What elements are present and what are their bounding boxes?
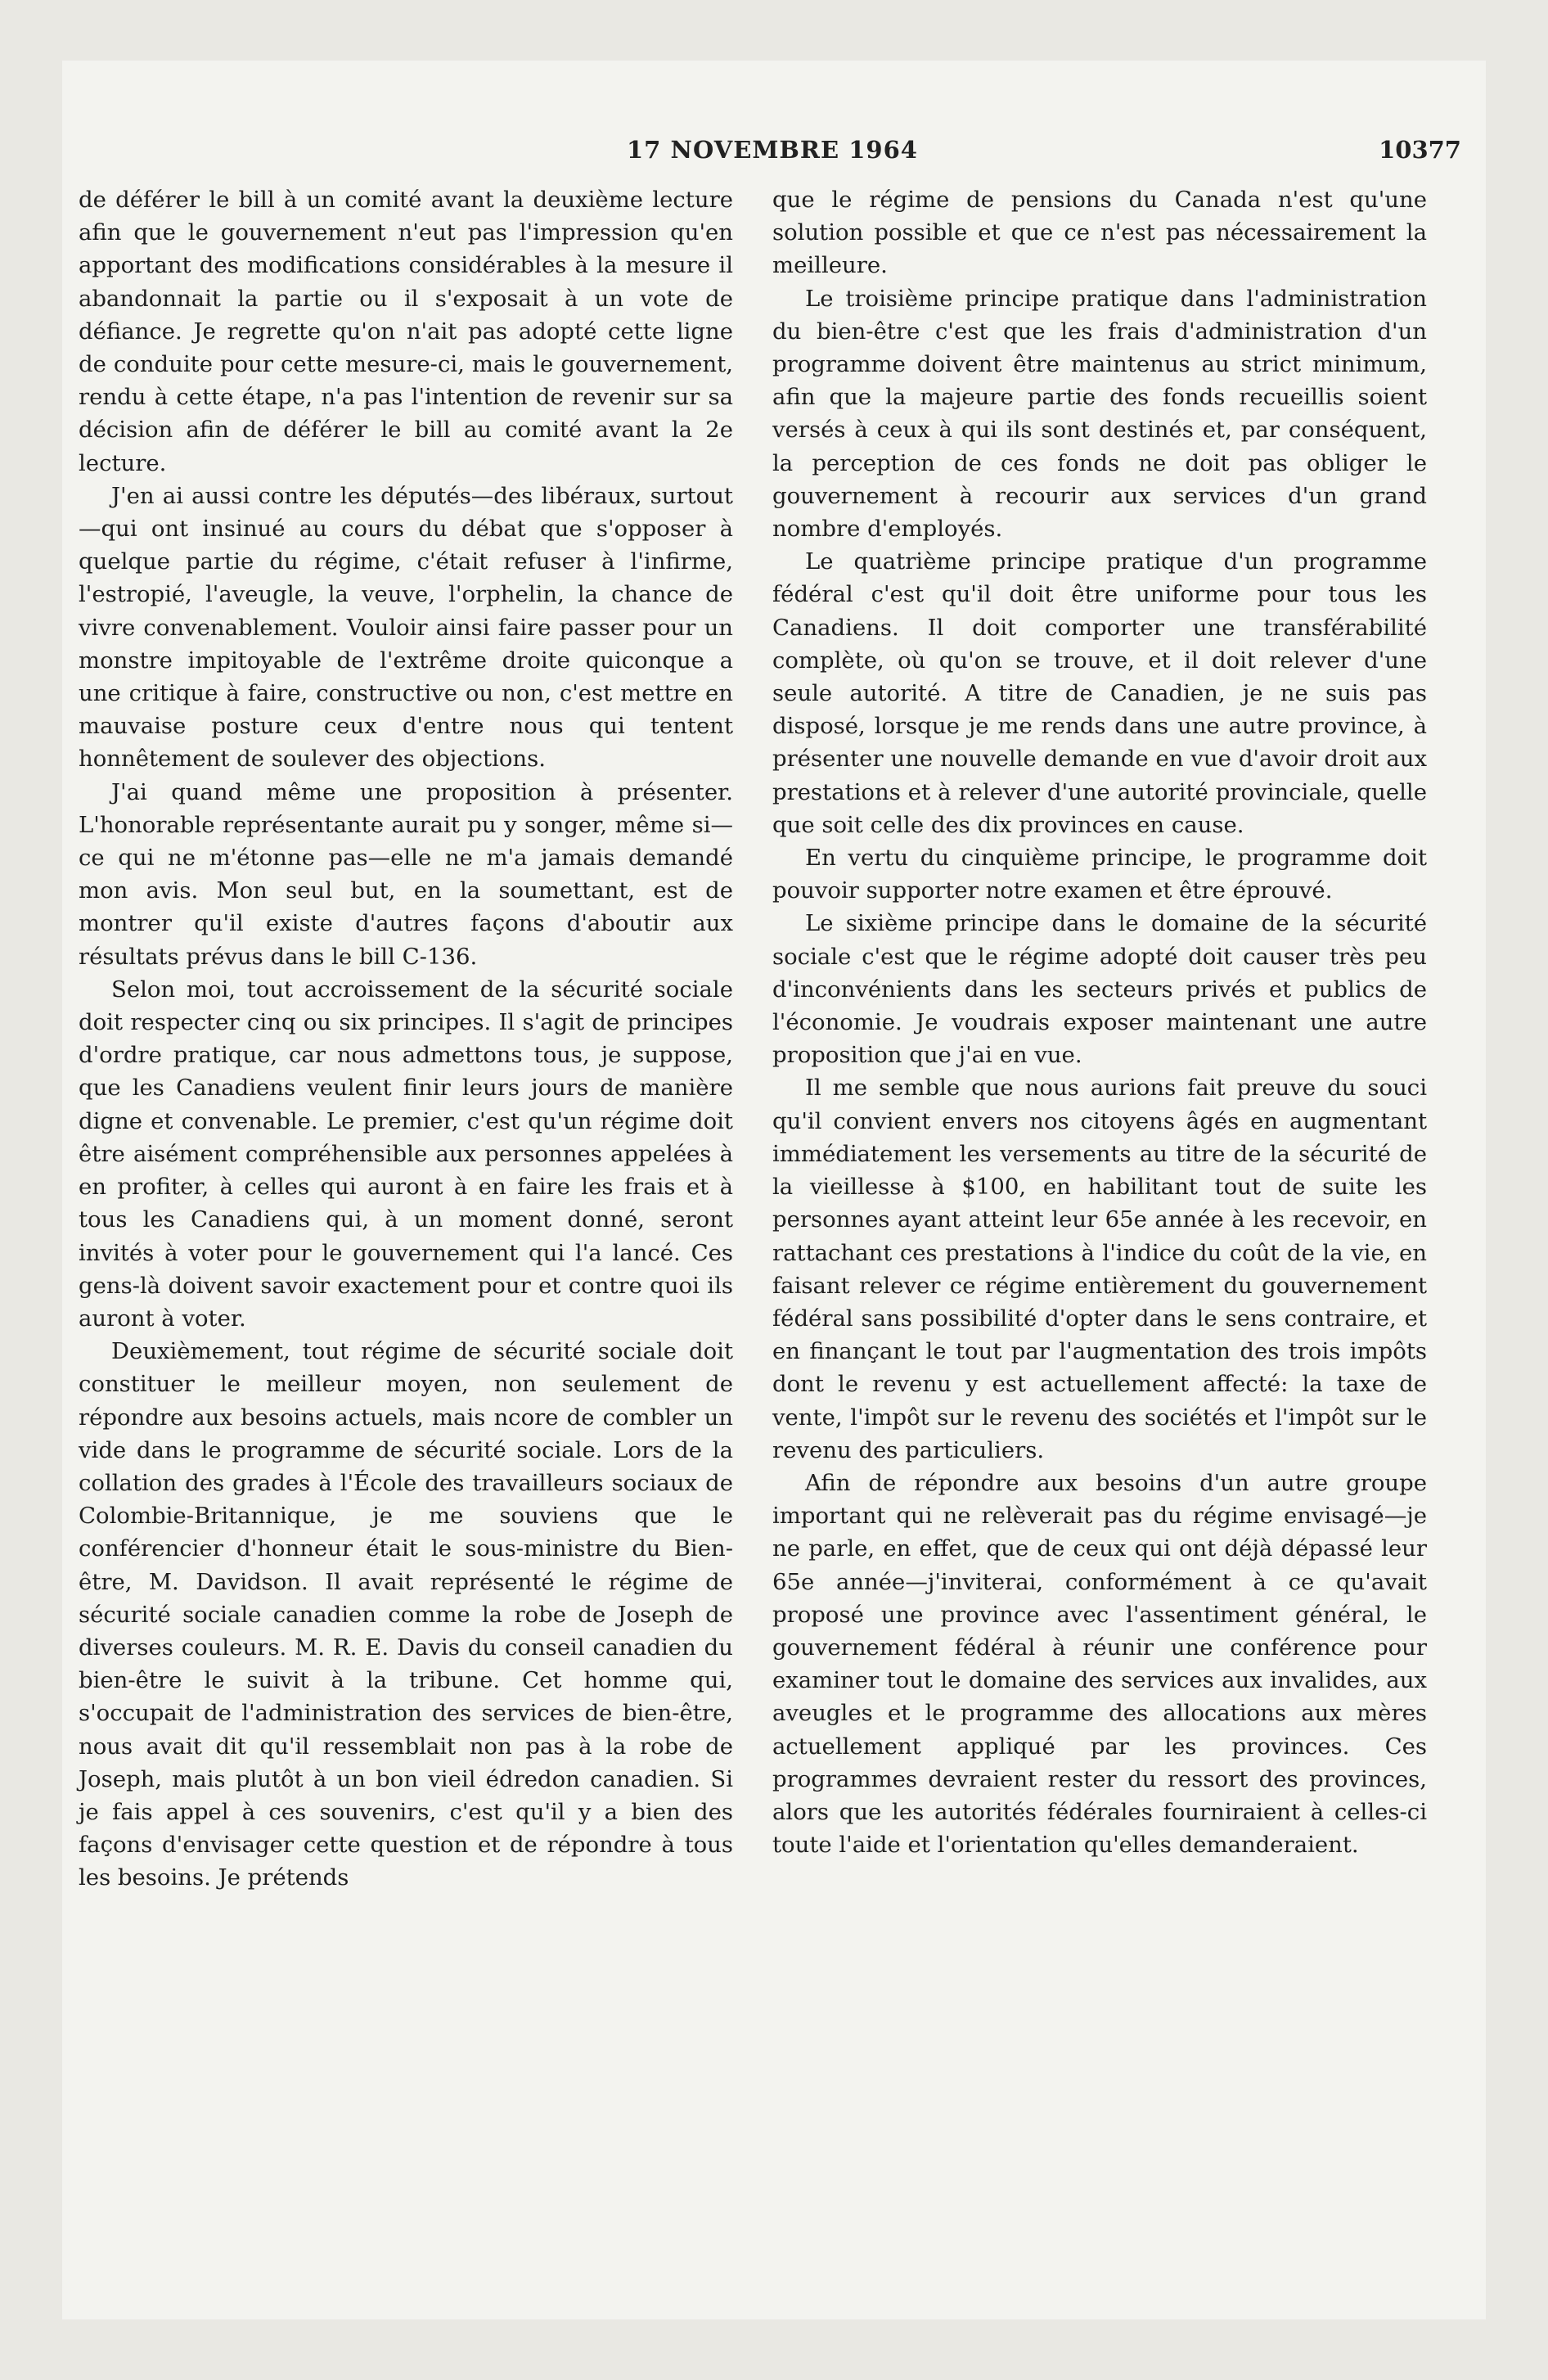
paragraph: que le régime de pensions du Canada n'est qu'une solution possible et que ce n'est pas nécessairement la meilleure. [772,187,1427,279]
paragraph: Il me semble que nous aurions fait preuve du souci qu'il convient envers nos citoyens âgés en augmentant immédiatement les versements au titre de la sécurité de la vieillesse à $100, en habilitant tout de suite les personnes ayant atteint leur 65e année à les recevoir, en rattachant ces prestations à l'indice du coût de la vie, en faisant relever ce régime entièrement du gouvernement fédéral sans possibilité d'opter dans le sens contraire, et en finançant le tout par l'augmentation des trois impôts dont le revenu y est actuellement affecté: la taxe de vente, l'impôt sur le revenu des sociétés et l'impôt sur le revenu des particuliers. [772,1075,1427,1463]
paragraph: Deuxièmement, tout régime de sécurité sociale doit constituer le meilleur moyen, non seulement de répondre aux besoins actuels, mais ncore de combler un vide dans le programme de sécurité sociale. Lors de la collation des grades à l'École des travailleurs sociaux de Colombie-Britannique, je me souviens que le conférencier d'honneur était le sous-ministre du Bien-être, M. Davidson. Il avait représenté le régime de sécurité sociale canadien comme la robe de Joseph de diverses couleurs. M. R. E. Davis du conseil canadien du bien-être le suivit à la tribune. Cet homme qui, s'occupait de l'administration des services de bien-être, nous avait dit qu'il ressemblait non pas à la robe de Joseph, mais plutôt à un bon vieil édredon canadien. Si je fais appel à ces souvenirs, c'est qu'il y a bien des façons d'envisager cette question et de répondre à tous les besoins. Je prétends [79,1338,733,1891]
paragraph: Afin de répondre aux besoins d'un autre groupe important qui ne relèverait pas du régime envisagé—je ne parle, en effet, que de ceux qui ont déjà dépassé leur 65e année—j'inviterai, conformément à ce qu'avait proposé une province avec l'assentiment général, le gouvernement fédéral à réunir une conférence pour examiner tout le domaine des services aux invalides, aux aveugles et le programme des allocations aux mères actuellement appliqué par les provinces. Ces programmes devraient rester du ressort des provinces, alors que les autorités fédérales fourniraient à celles-ci toute l'aide et l'orientation qu'elles demanderaient. [772,1469,1427,1859]
header-date: 17 NOVEMBRE 1964 [627,136,918,164]
page-header [62,136,1486,169]
paragraph: J'en ai aussi contre les députés—des libéraux, surtout—qui ont insinué au cours du débat que s'opposer à quelque partie du régime, c'était refuser à l'infirme, l'estropié, l'aveugle, la veuve, l'orphelin, la chance de vivre convenablement. Vouloir ainsi faire passer pour un monstre impitoyable de l'extrême droite quiconque a une critique à faire, constructive ou non, c'est mettre en mauvaise posture ceux d'entre nous qui tentent honnêtement de soulever des objections. [79,482,733,773]
paragraph: Le troisième principe pratique dans l'administration du bien-être c'est que les frais d'administration d'un programme doivent être maintenus au strict minimum, afin que la majeure partie des fonds recueillis soient versés à ceux à qui ils sont destinés et, par conséquent, la perception de ces fonds ne doit pas obliger le gouvernement à recourir aux services d'un grand nombre d'employés. [772,285,1427,543]
paragraph: En vertu du cinquième principe, le programme doit pouvoir supporter notre examen et être éprouvé. [772,845,1427,904]
document-page [62,61,1486,2319]
paragraph: Le quatrième principe pratique d'un programme fédéral c'est qu'il doit être uniforme pour tous les Canadiens. Il doit comporter une transférabilité complète, où qu'on se trouve, et il doit relever d'une seule autorité. A titre de Canadien, je ne suis pas disposé, lorsque je me rends dans une autre province, à présenter une nouvelle demande en vue d'avoir droit aux prestations et à relever d'une autorité provinciale, quelle que soit celle des dix provinces en cause. [772,548,1427,838]
page-number: 10377 [1379,136,1461,164]
paragraph: de déférer le bill à un comité avant la deuxième lecture afin que le gouvernement n'eut pas l'impression qu'en apportant des modifications considérables à la mesure il abandonnait la partie ou il s'exposait à un vote de défiance. Je regrette qu'on n'ait pas adopté cette ligne de conduite pour cette mesure-ci, mais le gouvernement, rendu à cette étape, n'a pas l'intention de revenir sur sa décision afin de déférer le bill au comité avant la 2e lecture. [79,187,733,476]
paragraph: Selon moi, tout accroissement de la sécurité sociale doit respecter cinq ou six principes. Il s'agit de principes d'ordre pratique, car nous admettons tous, je suppose, que les Canadiens veulent finir leurs jours de manière digne et convenable. Le premier, c'est qu'un régime doit être aisément compréhensible aux personnes appelées à en profiter, à celles qui auront à en faire les frais et à tous les Canadiens qui, à un moment donné, seront invités à voter pour le gouvernement qui l'a lancé. Ces gens-là doivent savoir exactement pour et contre quoi ils auront à voter. [79,976,733,1332]
paragraph: J'ai quand même une proposition à présenter. L'honorable représentante aurait pu y songer, même si—ce qui ne m'étonne pas—elle ne m'a jamais demandé mon avis. Mon seul but, en la soumettant, est de montrer qu'il existe d'autres façons d'aboutir aux résultats prévus dans le bill C-136. [79,778,733,970]
right-column [772,183,1427,1861]
left-column [79,183,733,1895]
paragraph: Le sixième principe dans le domaine de la sécurité sociale c'est que le régime adopté doit causer très peu d'inconvénients dans les secteurs privés et publics de l'économie. Je voudrais exposer maintenant une autre proposition que j'ai en vue. [772,910,1427,1069]
